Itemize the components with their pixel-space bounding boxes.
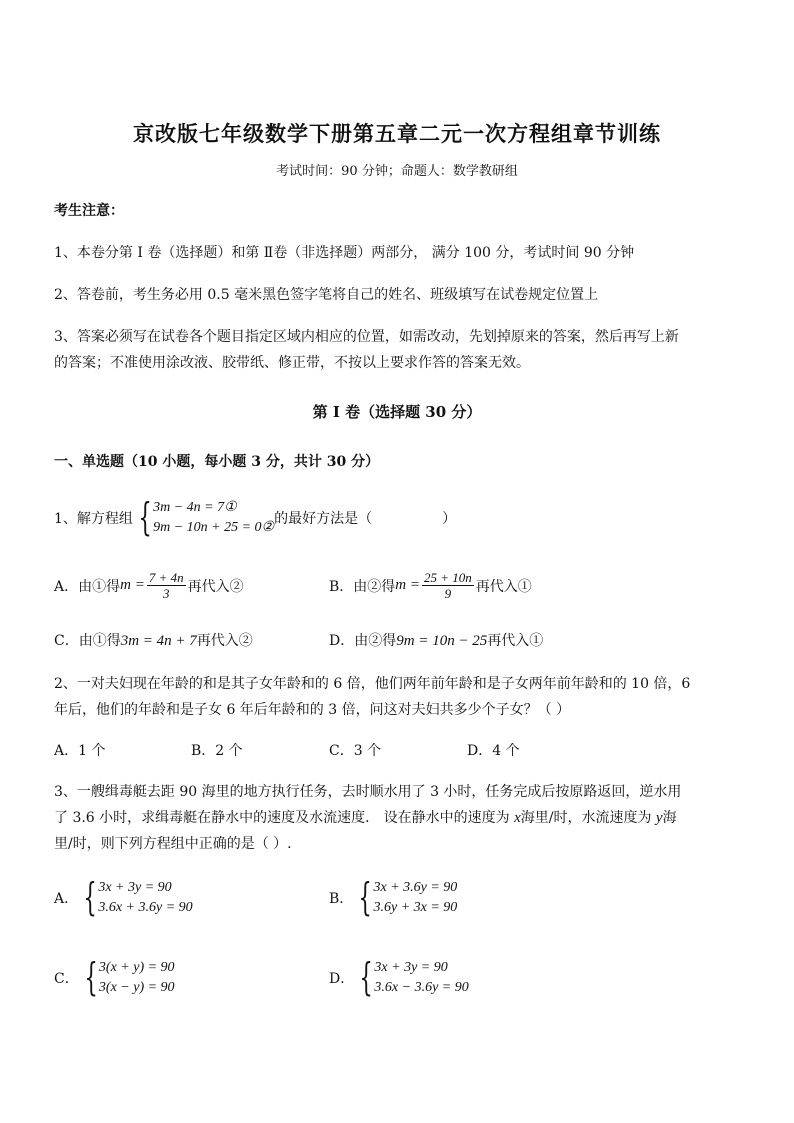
- numerator: 25 + 10n: [424, 570, 472, 585]
- q1-option-c[interactable]: [54, 630, 253, 650]
- option-tail: 再代入②: [187, 578, 244, 595]
- option-expr: 9m = 10n − 25: [396, 633, 488, 649]
- option-label: C．由①得: [54, 633, 121, 649]
- option-var: m =: [395, 577, 421, 593]
- equation: 3.6x − 3.6y = 90: [374, 980, 469, 995]
- option-tail: 再代入①: [487, 633, 544, 649]
- question-3-line-2: [54, 807, 677, 827]
- option-label: A．由①得: [54, 578, 121, 595]
- equation-system: [353, 875, 458, 919]
- brace-icon: {: [83, 875, 97, 919]
- equation: 3.6x + 3.6y = 90: [98, 900, 193, 915]
- q1-suffix: 的最好方法是（: [274, 511, 373, 527]
- option-var: m =: [120, 577, 145, 593]
- q1-prefix: 1、解方程组: [54, 511, 133, 527]
- q3-option-c[interactable]: [54, 955, 175, 999]
- equation-system: [354, 955, 469, 999]
- option-label: B．由②得: [329, 578, 396, 595]
- q3-text: 了 3.6 小时，求缉毒艇在静水中的速度及水流速度． 设在静水中的速度为: [54, 810, 510, 826]
- equation: 3x + 3y = 90: [374, 960, 448, 975]
- denominator: 3: [162, 586, 170, 601]
- q1-close: ）: [442, 511, 457, 527]
- numerator: 7 + 4n: [148, 570, 184, 585]
- fraction: [147, 570, 186, 601]
- q2-option-d[interactable]: D．4 个: [467, 743, 520, 759]
- q3-option-a[interactable]: [54, 875, 193, 919]
- question-2-line-1: 2、一对夫妇现在年龄的和是其子女年龄和的 6 倍，他们两年前年龄和是子女两年前年龄和的 10 倍，6: [54, 676, 691, 692]
- q1-option-d[interactable]: [329, 630, 543, 650]
- question-3-line-3: 里/时，则下列方程组中正确的是（ ）.: [54, 836, 292, 852]
- brace-icon: {: [358, 875, 373, 919]
- option-label: B．: [329, 891, 354, 907]
- notice-item-2: 2、答卷前，考生务必用 0.5 毫米黑色签字笔将自己的姓名、班级填写在试卷规定位置上: [54, 287, 599, 303]
- question-2-line-2: 年后，他们的年龄和是子女 6 年后年龄和的 3 倍，问这对夫妇共多少个子女？（ ）: [54, 702, 571, 718]
- option-tail: 再代入①: [475, 578, 532, 595]
- fraction: [422, 570, 474, 601]
- q1-equation-system: [133, 495, 275, 539]
- equation: 3(x − y) = 90: [98, 980, 175, 995]
- equation: 3.6y + 3x = 90: [373, 900, 458, 915]
- equation: 3(x + y) = 90: [98, 960, 175, 975]
- equation-system: [78, 875, 193, 919]
- q3-option-b[interactable]: [329, 875, 458, 919]
- question-3-line-1: 3、一艘缉毒艇去距 90 海里的地方执行任务，去时顺水用了 3 小时，任务完成后按原路返回，逆水用: [54, 784, 682, 800]
- q2-option-a[interactable]: A．1 个: [54, 743, 106, 759]
- brace-icon: {: [359, 955, 373, 999]
- notice-item-1: 1、本卷分第 I 卷（选择题）和第 Ⅱ卷（非选择题）两部分， 满分 100 分，考试时间 90 分钟: [54, 245, 635, 261]
- denominator: 9: [444, 586, 452, 601]
- section-heading: 一、单选题（10 小题，每小题 3 分，共计 30 分）: [54, 454, 380, 470]
- brace-icon: {: [84, 955, 98, 999]
- q1-option-a[interactable]: [54, 570, 244, 601]
- equation: 3x + 3y = 90: [98, 880, 172, 895]
- var-y: y: [655, 810, 663, 826]
- q2-option-b[interactable]: B．2 个: [191, 743, 243, 759]
- var-x: x: [514, 810, 521, 826]
- q2-option-c[interactable]: C．3 个: [329, 743, 382, 759]
- page-title: 京改版七年级数学下册第五章二元一次方程组章节训练: [133, 121, 661, 146]
- part1-heading: 第 I 卷（选择题 30 分）: [312, 403, 482, 421]
- option-label: D．由②得: [329, 633, 397, 649]
- q3-option-d[interactable]: [329, 955, 469, 999]
- brace-icon: {: [138, 495, 152, 539]
- exam-info: 考试时间：90 分钟；命题人：数学教研组: [276, 164, 518, 179]
- notice-item-3-cont: 的答案；不准使用涂改液、胶带纸、修正带，不按以上要求作答的答案无效。: [54, 355, 530, 371]
- notice-item-3: 3、答案必须写在试卷各个题目指定区域内相应的位置，如需改动，先划掉原来的答案，然后再写上新: [54, 329, 679, 345]
- equation: 3x + 3.6y = 90: [373, 880, 458, 895]
- option-label: D．: [329, 971, 355, 987]
- equation-system: [79, 955, 175, 999]
- option-label: C．: [54, 971, 79, 987]
- q1-eq2: 9m − 10n + 25 = 0②: [153, 520, 275, 535]
- option-label: A．: [54, 891, 79, 907]
- q3-text: 海里/时，水流速度为: [520, 810, 652, 826]
- q1-option-b[interactable]: [329, 570, 532, 601]
- option-tail: 再代入②: [196, 633, 253, 649]
- q1-eq1: 3m − 4n = 7①: [153, 500, 237, 515]
- option-expr: 3m = 4n + 7: [120, 633, 197, 649]
- q3-text: 海: [662, 810, 677, 826]
- notice-heading: 考生注意：: [54, 203, 124, 219]
- question-1-stem: [54, 495, 457, 539]
